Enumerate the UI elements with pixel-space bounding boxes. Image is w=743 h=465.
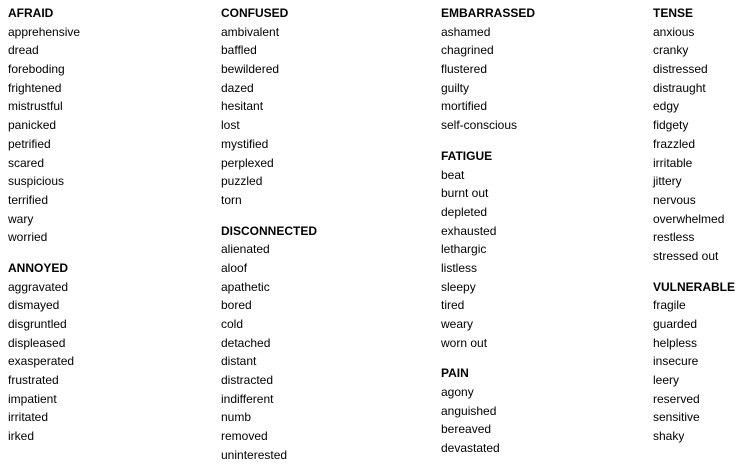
word-list xyxy=(441,23,535,135)
column-4 xyxy=(653,4,735,446)
word-item: petrified xyxy=(8,136,51,151)
word-item: foreboding xyxy=(8,62,65,77)
word-item: beat xyxy=(441,167,465,182)
group-heading: DISCONNECTED xyxy=(221,223,318,238)
word-item: distraught xyxy=(653,80,706,95)
word-item: guarded xyxy=(653,317,698,331)
word-item: apprehensive xyxy=(8,24,81,39)
group-confused xyxy=(221,4,317,210)
word-item: sleepy xyxy=(441,279,476,294)
word-item: displeased xyxy=(8,335,66,350)
word-item: cranky xyxy=(653,43,689,58)
word-item: uninterested xyxy=(221,447,288,462)
word-item: terrified xyxy=(8,192,49,207)
word-item: bereaved xyxy=(441,422,492,437)
word-item: distressed xyxy=(653,62,708,77)
word-item: shaky xyxy=(653,429,685,444)
word-list xyxy=(8,23,80,247)
word-item: lethargic xyxy=(441,242,487,257)
word-item: frightened xyxy=(8,80,62,95)
word-item: cold xyxy=(221,317,244,331)
word-item: lost xyxy=(221,118,240,133)
word-item: irritable xyxy=(653,155,693,170)
word-list xyxy=(221,23,317,210)
group-heading: TENSE xyxy=(653,6,694,20)
word-item: worn out xyxy=(441,335,488,350)
word-item: impatient xyxy=(8,391,57,406)
word-list xyxy=(441,383,535,458)
column-1 xyxy=(8,4,80,446)
word-item: exasperated xyxy=(8,354,75,369)
word-item: puzzled xyxy=(221,174,263,189)
word-item: overwhelmed xyxy=(653,211,725,226)
group-heading: FATIGUE xyxy=(441,148,493,163)
word-item: burnt out xyxy=(441,186,489,201)
word-item: anguished xyxy=(441,403,497,418)
word-item: fragile xyxy=(653,298,686,313)
group-pain xyxy=(441,364,535,457)
word-item: edgy xyxy=(653,99,680,114)
group-heading: AFRAID xyxy=(8,6,54,20)
word-item: apathetic xyxy=(221,279,270,294)
word-item: aggravated xyxy=(8,279,69,294)
word-item: irritated xyxy=(8,410,49,425)
word-item: agony xyxy=(441,385,474,400)
word-item: fidgety xyxy=(653,118,689,133)
word-list xyxy=(221,240,317,464)
word-item: reserved xyxy=(653,391,700,406)
group-afraid xyxy=(8,4,80,247)
word-item: suspicious xyxy=(8,174,65,189)
word-item: sensitive xyxy=(653,410,700,425)
word-item: ambivalent xyxy=(221,24,280,39)
word-item: bewildered xyxy=(221,62,280,77)
word-item: perplexed xyxy=(221,155,274,170)
word-item: torn xyxy=(221,192,242,207)
word-item: hesitant xyxy=(221,99,264,114)
word-item: devastated xyxy=(441,441,500,456)
word-item: mystified xyxy=(221,136,269,151)
word-item: baffled xyxy=(221,43,257,58)
word-item: irked xyxy=(8,429,35,444)
group-fatigue xyxy=(441,147,535,353)
word-item: aloof xyxy=(221,260,248,275)
word-item: detached xyxy=(221,335,271,350)
word-list xyxy=(653,296,735,446)
word-item: restless xyxy=(653,230,695,245)
word-item: removed xyxy=(221,429,268,444)
group-embarrassed xyxy=(441,4,535,135)
word-item: worried xyxy=(8,230,48,245)
group-annoyed xyxy=(8,259,80,446)
word-item: bored xyxy=(221,298,252,313)
word-item: chagrined xyxy=(441,43,494,58)
word-item: distracted xyxy=(221,373,274,388)
word-item: ashamed xyxy=(441,24,491,39)
word-list xyxy=(441,166,535,353)
group-heading: PAIN xyxy=(441,366,469,381)
word-item: insecure xyxy=(653,354,699,369)
word-list xyxy=(653,23,735,266)
word-item: panicked xyxy=(8,118,57,133)
group-heading: ANNOYED xyxy=(8,260,69,275)
word-item: numb xyxy=(221,410,252,425)
word-item: guilty xyxy=(441,80,470,95)
word-item: depleted xyxy=(441,204,488,219)
word-item: wary xyxy=(8,211,34,226)
word-item: weary xyxy=(441,317,474,331)
word-item: mistrustful xyxy=(8,99,63,114)
group-heading: EMBARRASSED xyxy=(441,6,536,20)
word-list xyxy=(8,278,80,446)
group-vulnerable xyxy=(653,278,735,446)
word-item: jittery xyxy=(653,174,682,189)
word-item: exhausted xyxy=(441,223,497,238)
group-heading: VULNERABLE xyxy=(653,279,736,294)
word-item: mortified xyxy=(441,99,488,114)
word-item: listless xyxy=(441,260,478,275)
word-item: disgruntled xyxy=(8,317,67,331)
word-item: frustrated xyxy=(8,373,59,388)
column-2 xyxy=(221,4,317,465)
word-item: frazzled xyxy=(653,136,696,151)
column-3 xyxy=(441,4,535,458)
group-tense xyxy=(653,4,735,266)
word-item: self-conscious xyxy=(441,118,518,133)
word-item: alienated xyxy=(221,242,270,257)
word-item: tired xyxy=(441,298,465,313)
word-item: helpless xyxy=(653,335,698,350)
word-item: dread xyxy=(8,43,39,58)
word-item: nervous xyxy=(653,192,696,207)
word-item: distant xyxy=(221,354,257,369)
group-disconnected xyxy=(221,222,317,465)
word-item: leery xyxy=(653,373,680,388)
word-item: indifferent xyxy=(221,391,274,406)
word-item: anxious xyxy=(653,24,695,39)
group-heading: CONFUSED xyxy=(221,6,289,20)
word-item: scared xyxy=(8,155,45,170)
word-item: dazed xyxy=(221,80,254,95)
word-item: dismayed xyxy=(8,298,60,313)
word-item: stressed out xyxy=(653,248,719,263)
word-item: flustered xyxy=(441,62,488,77)
